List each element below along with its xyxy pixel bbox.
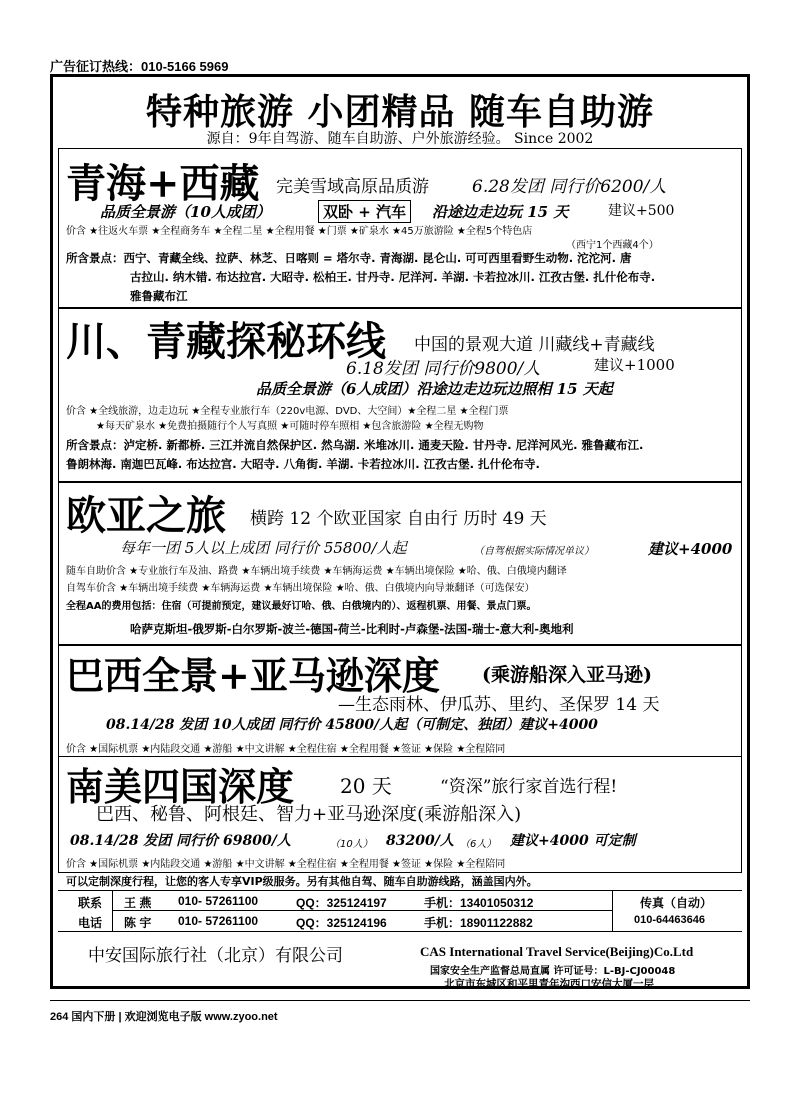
license-info: 国家安全生产监督总局直属 许可证号：L-BJ-CJ00048 bbox=[430, 966, 676, 977]
s2-depart: 6.18发团 同行价9800/人 bbox=[346, 359, 541, 379]
divider bbox=[58, 481, 742, 483]
s1-subtitle: 完美雪域高原品质游 bbox=[276, 177, 429, 197]
contact-label: 联系 bbox=[78, 896, 103, 910]
s3-title: 欧亚之旅 bbox=[66, 492, 226, 539]
s1-includes: 价含 ★往返火车票 ★全程商务车 ★全程二星 ★全程用餐 ★门票 ★矿泉水 ★45万旅游险 ★全程5个特色店 bbox=[66, 226, 533, 237]
s5-suggest: 建议+4000 可定制 bbox=[510, 833, 636, 849]
s3-includes-1: 随车自助价含 ★专业旅行车及油、路费 ★车辆出境手续费 ★车辆海运费 ★车辆出境保险 ★哈、俄、白俄境内翻译 bbox=[66, 566, 567, 577]
s2-sights-1: 所含景点：泸定桥. 新都桥. 三江并流自然保护区. 然乌湖. 米堆冰川. 通麦天险. 甘丹寺. 尼洋河风光. 雅鲁藏布江. bbox=[66, 438, 644, 452]
s5-includes: 价含 ★国际机票 ★内陆段交通 ★游船 ★中文讲解 ★全程住宿 ★全程用餐 ★签证 ★保险 ★全程陪同 bbox=[66, 859, 506, 870]
ad-headline: 特种旅游 小团精品 随车自助游 bbox=[145, 92, 655, 133]
s1-title: 青海+西藏 bbox=[66, 160, 260, 207]
s1-transport: 双卧 + 汽车 bbox=[318, 200, 411, 223]
contact-tel-1: 010- 57261100 bbox=[178, 894, 259, 908]
company-address: 北京市东城区和平里青年沟西口安信大厦一层 bbox=[444, 978, 654, 990]
s2-tour-type: 品质全景游（6人成团）沿途边走边玩边照相 15 天起 bbox=[256, 380, 613, 398]
phone-label: 电话 bbox=[78, 916, 103, 930]
s1-tour-type: 品质全景游（10人成团） bbox=[100, 203, 271, 221]
s3-price-note: （自驾根据实际情况单议） bbox=[474, 546, 594, 557]
s2-subtitle: 中国的景观大道 川藏线+青藏线 bbox=[414, 335, 655, 355]
s2-includes-2: ★每天矿泉水 ★免费拍摄随行个人写真照 ★可随时停车照相 ★包含旅游险 ★全程无购物 bbox=[96, 421, 484, 432]
s5-countries: 巴西、秘鲁、阿根廷、智力+亚马逊深度(乘游船深入) bbox=[96, 804, 522, 825]
fax-label: 传真（自动） bbox=[640, 896, 713, 910]
ad-hotline: 广告征订热线：010-5166 5969 bbox=[50, 59, 229, 74]
s1-duration: 沿途边走边玩 15 天 bbox=[432, 203, 569, 221]
contact-mobile-1: 手机：13401050312 bbox=[424, 896, 534, 910]
s1-suggest: 建议+500 bbox=[608, 203, 675, 219]
s5-title: 南美四国深度 bbox=[66, 764, 295, 809]
contact-name-2: 陈 宇 bbox=[124, 916, 152, 930]
s3-includes-2: 自驾车价含 ★车辆出境手续费 ★车辆海运费 ★车辆出境保险 ★哈、俄、白俄境内向导兼翻译（可选保安） bbox=[66, 583, 535, 594]
contact-tel-2: 010- 57261100 bbox=[178, 914, 259, 928]
contact-qq-2: QQ：325124196 bbox=[296, 916, 387, 930]
s2-suggest: 建议+1000 bbox=[594, 356, 675, 374]
s1-sights-3: 雅鲁藏布江 bbox=[130, 289, 188, 303]
contact-bottom-rule bbox=[58, 931, 742, 932]
contact-qq-1: QQ：325124197 bbox=[296, 896, 387, 910]
contact-top-rule bbox=[58, 890, 742, 891]
s3-price: 每年一团 5人以上成团 同行价 55800/人起 bbox=[120, 539, 407, 557]
s2-sights-2: 鲁朗林海. 南迦巴瓦峰. 布达拉宫. 大昭寺. 八角街. 羊湖. 卡若拉冰川. 江孜古堡. 扎什伦布寺. bbox=[66, 457, 540, 471]
s3-route: 哈萨克斯坦-俄罗斯-白尔罗斯-波兰-德国-荷兰-比利时-卢森堡-法国-瑞士-意大利-奥地利 bbox=[130, 622, 574, 636]
ad-tagline: 源自：9年自驾游、随车自助游、户外旅游经验。 Since 2002 bbox=[206, 131, 594, 147]
company-name-cn: 中安国际旅行社（北京）有限公司 bbox=[88, 946, 343, 966]
s3-subtitle: 横跨 12 个欧亚国家 自由行 历时 49 天 bbox=[250, 509, 547, 529]
s5-group-6: （6人） bbox=[460, 839, 497, 850]
s3-includes-3: 全程AA的费用包括：住宿（可提前预定，建议最好订哈、俄、白俄境内的）、返程机票、用餐、景点门票。 bbox=[66, 601, 537, 612]
s1-sights-2: 古拉山. 纳木错. 布达拉宫. 大昭寺. 松柏王. 甘丹寺. 尼洋河. 羊湖. 卡若拉冰川. 江孜古堡. 扎什伦布寺. bbox=[130, 270, 656, 284]
contact-col-rule bbox=[612, 890, 613, 931]
contact-mobile-2: 手机：18901122882 bbox=[424, 916, 533, 930]
s2-title: 川、青藏探秘环线 bbox=[66, 318, 386, 365]
s4-title: 巴西全景+亚马逊深度 bbox=[66, 653, 440, 698]
footer-rule bbox=[50, 1000, 750, 1001]
s3-suggest: 建议+4000 bbox=[648, 540, 733, 558]
s2-includes-1: 价含 ★全线旅游，边走边玩 ★全程专业旅行车（220v电源、DVD、大空间）★全程二星 ★全程门票 bbox=[66, 406, 509, 417]
s1-depart: 6.28发团 同行价6200/人 bbox=[472, 177, 667, 197]
contact-col-rule bbox=[112, 890, 113, 931]
s1-shop-note: （西宁1个西藏4个） bbox=[566, 240, 659, 251]
s4-price: 08.14/28 发团 10人成团 同行价 45800/人起（可制定、独团）建议+4000 bbox=[106, 717, 598, 733]
divider bbox=[58, 307, 742, 309]
company-name-en: CAS International Travel Service(Beijing)Co.Ltd bbox=[420, 944, 694, 959]
s5-slogan: “资深”旅行家首选行程! bbox=[440, 777, 618, 797]
custom-tour-note: 可以定制深度行程，让您的客人专享VIP级服务。另有其他自驾、随车自助游线路，涵盖国内外。 bbox=[66, 875, 538, 888]
page-footer: 264 国内下册 | 欢迎浏览电子版 www.zyoo.net bbox=[50, 1011, 278, 1023]
s5-price-6: 83200/人 bbox=[386, 833, 454, 849]
s4-subtitle: —生态雨林、伊瓜苏、里约、圣保罗 14 天 bbox=[338, 695, 660, 715]
fax-number: 010-64463646 bbox=[634, 914, 705, 926]
s5-days: 20 天 bbox=[340, 774, 392, 798]
contact-name-1: 王 燕 bbox=[124, 896, 152, 910]
s4-includes: 价含 ★国际机票 ★内陆段交通 ★游船 ★中文讲解 ★全程住宿 ★全程用餐 ★签证 ★保险 ★全程陪同 bbox=[66, 744, 506, 755]
s5-group-10: （10人） bbox=[330, 839, 373, 850]
s1-sights-1: 所含景点：西宁、青藏全线、拉萨、林芝、日喀则 = 塔尔寺. 青海湖. 昆仑山. 可可西里看野生动物. 沱沱河. 唐 bbox=[66, 251, 632, 265]
s4-title-tail: (乘游船深入亚马逊) bbox=[482, 664, 652, 686]
s5-price-10: 08.14/28 发团 同行价 69800/人 bbox=[70, 833, 291, 849]
